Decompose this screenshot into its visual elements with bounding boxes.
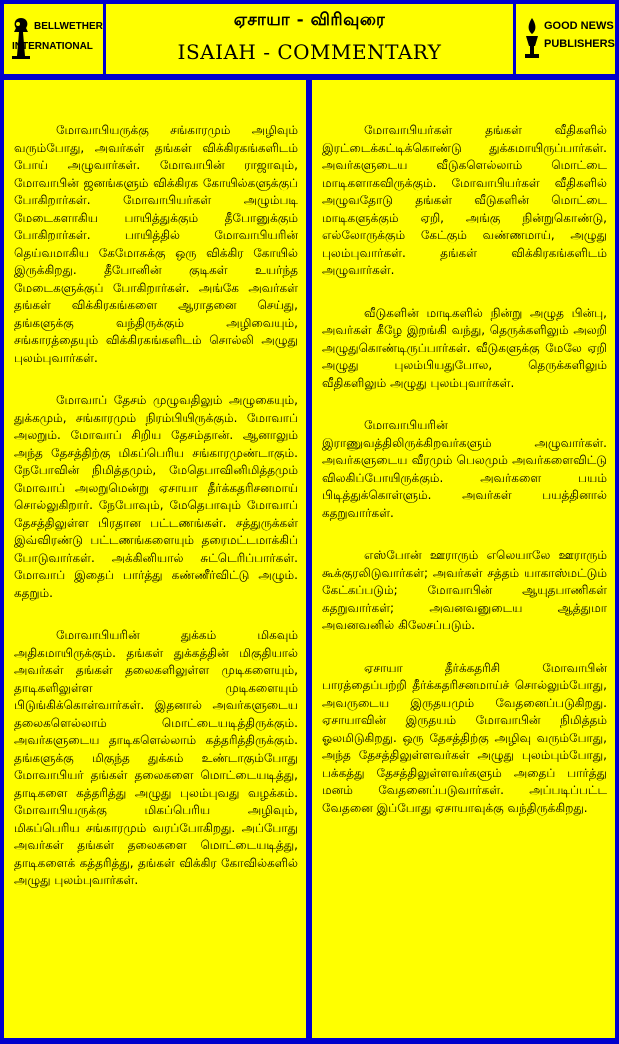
title-block [106,4,513,74]
page-header [4,4,615,74]
right-logo-line2: PUBLISHERS [544,38,615,50]
left-logo-line2: INTERNATIONAL [12,41,93,52]
right-paragraph-5: ஏசாயா தீர்க்கதரிசி மோவாபின் பாரத்தைப்பற்றி தீர்க்கதரிசனமாய்ச் சொல்லும்போது, அவருடைய இருதயமும் வேதனைப்படுகிறது. ஏசாயாவின் இருதயம் மோவாபின் நிமித்தம் ஓலமிடுகிறது. ஒரு தேசத்திற்கு அழிவு வரும்போது, அந்த தேசத்திலுள்ளவர்கள் அழுது புலம்பும்போது, பக்கத்து தேசத்திலுள்ளவர்களும் அதைப் பார்த்து மனம் வேதனைப்படுவார்கள். அப்படிப்பட்ட வேதனை இப்போது ஏசாயாவுக்கு வந்திருக்கிறது. [322,660,607,815]
right-paragraph-1: மோவாபியர்கள் தங்கள் வீதிகளில் இரட்டைக்கட்டிக்கொண்டு துக்கமாயிருப்பார்கள். அவர்களுடைய வீடுகளெல்லாம் மொட்டை மாடிகளாகவிருக்கும். மோவாபியர்கள் வீதிகளில் அழுவதோடு தங்கள் வீடுகளின் மொட்டை மாடிகளுக்கும் ஏறி, அங்கு நின்றுகொண்டு, எல்லோருக்கும் கேட்கும் வண்ணமாய், அழுது புலம்புவார்கள். தங்கள் விக்கிரகங்களிடம் அழுவார்கள். [322,123,607,277]
page-title-tamil: ஏசாயா - விரிவுரை [233,10,386,30]
page-title-english: ISAIAH - COMMENTARY [177,40,442,64]
right-column [312,80,615,1038]
right-paragraph-3: மோவாபியரின் இராணுவத்திலிருக்கிறவர்களும் அழுவார்கள். அவர்களுடைய வீரமும் பெலமும் அவர்களைவிட்டு விலகிப்போயிருக்கும். அவர்களை பயம் பிடித்துக்கொள்ளும். அவர்கள் பயத்தினால் கதறுவார்கள். [322,418,607,520]
good-news-logo [513,4,615,74]
left-paragraph-2: மோவாப் தேசம் முழுவதிலும் அழுகையும், துக்கமும், சங்காரமும் நிரம்பியிருக்கும். மோவாப் அலறும். மோவாப் சிறிய தேசம்தான். ஆனாலும் அந்த தேசத்திற்கு மிகப்பெரிய சங்காரமுண்டாகும். நேபோவின் நிமித்தமும், மேதெபாவினிமித்தமும் மோவாப் அலறுமென்று ஏசாயா தீர்க்கதரிசனமாய் சொல்லுகிறார். நேபோவும், மேதெபாவும் மோவாப் தேசத்திலுள்ள பிரதான பட்டணங்கள். சத்துருக்கள் இவ்விரண்டு பட்டணங்களையும் தரைமட்டமாக்கிப் போடுவார்கள். அக்கினியால் சுட்டெரிப்பார்கள். மோவாப் இதைப் பார்த்து கண்ணீர்விட்டு அழும். கதறும். [14,393,298,600]
bellwether-ram-icon [10,16,32,60]
good-news-lamp-icon [522,16,542,60]
bellwether-logo [4,4,106,74]
right-paragraph-2: வீடுகளின் மாடிகளில் நின்று அழுத பின்பு, அவர்கள் கீழே இறங்கி வந்து, தெருக்களிலும் அலறி அழுதுகொண்டிருப்பார்கள். வீடுகளுக்கு மேலே ஏறி அழுது புலம்பியதுபோல, தெருக்களிலும் வீதிகளிலும் அழுது புலம்புவார்கள். [322,305,607,390]
left-column [4,80,306,1038]
right-logo-line1: GOOD NEWS [544,20,614,32]
right-paragraph-4: எஸ்போன் ஊராரும் எலெயாலே ஊராரும் கூக்குரலிடுவார்கள்; அவர்கள் சத்தம் யாகாஸ்மட்டும் கேட்கப்படும்; மோவாபின் ஆயுதபாணிகள் கதறுவார்கள்; அவனவனுடைய ஆத்துமா அவனவனில் கிலேசப்படும். [322,548,607,632]
left-paragraph-1: மோவாபியருக்கு சங்காரமும் அழிவும் வரும்போது, அவர்கள் தங்கள் விக்கிரகங்களிடம் போய் அழுவார்கள். மோவாபின் ராஜாவும், மோவாபின் ஜனங்களும் விக்கிரக கோயில்களுக்குப் போகிறார்கள். மோவாபியர்கள் அழும்படி மேடைகளாகிய பாயித்துக்கும் தீபோனுக்கும் போகிறார்கள். பாயித்தில் மோவாபியரின் தெய்வமாகிய கேமோசுக்கு ஒரு விக்கிர கோயில் இருக்கிறது. தீபோனின் குடிகள் உயர்ந்த மேடைகளுக்குப் போகிறார்கள். அங்கே அவர்கள் தங்கள் விக்கிரகங்களை ஆராதனை செய்து, தங்களுக்கு வந்திருக்கும் அழிவையும், சங்காரத்தையும் விக்கிரகங்களிடம் சொல்லி அழுது புலம்புவார்கள். [14,123,298,365]
left-paragraph-3: மோவாபியரின் துக்கம் மிகவும் அதிகமாயிருக்கும். தங்கள் துக்கத்தின் மிகுதியால் அவர்கள் தங்கள் தலைகளிலுள்ள முடிகளையும், தாடிகளிலுள்ள முடிகளையும் பிடுங்கிக்கொள்வார்கள். இதனால் அவர்களுடைய தலைகளெல்லாம் மொட்டையடித்திருக்கும். அவர்களுடைய தாடிகளெல்லாம் கத்தரித்திருக்கும். தங்களுக்கு மிகுந்த துக்கம் உண்டாகும்போது மோவாபியர் தங்கள் தலைகளை மொட்டையடித்து, தாடிகளை கத்தரித்து அழுது புலம்புவது வழக்கம். மோவாபியருக்கு மிகப்பெரிய அழிவும், மிகப்பெரிய சங்காரமும் வரப்போகிறது. அப்போது அவர்கள் தங்கள் தலைகளை மொட்டையடித்து, தாடிகளைக் கத்தரித்து, தங்கள் விக்கிர கோவில்களில் அழுது புலம்புவார்கள். [14,628,298,887]
left-logo-line1: BELLWETHER [34,21,103,32]
